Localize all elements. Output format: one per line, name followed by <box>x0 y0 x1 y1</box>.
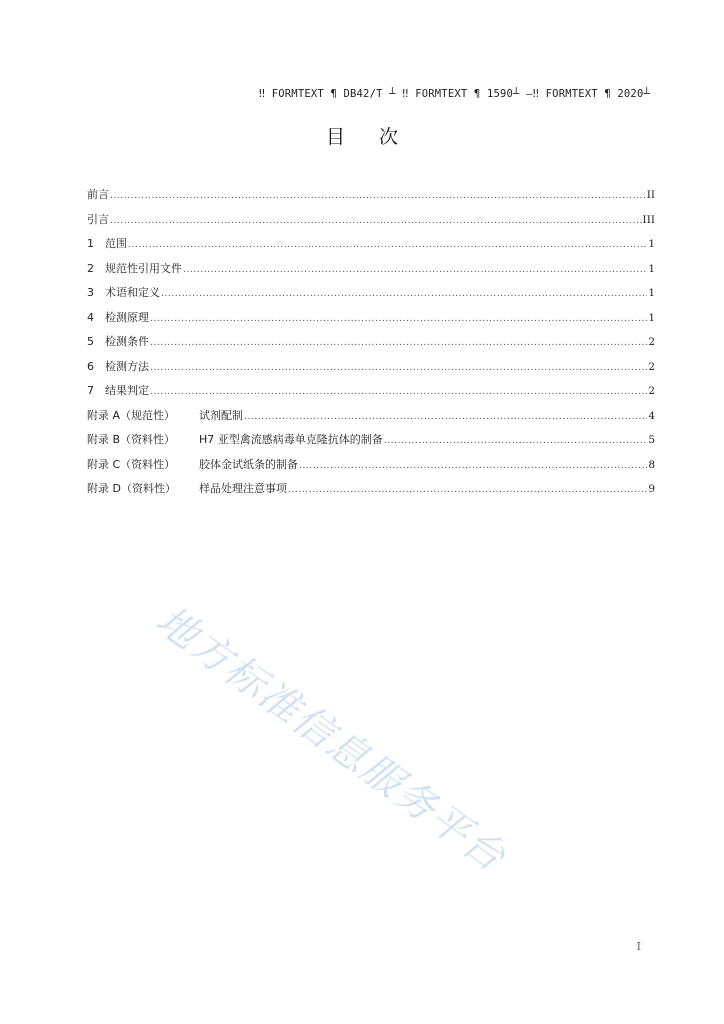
toc-dot-leader <box>288 485 647 495</box>
toc-entry-page: 1 <box>648 262 655 275</box>
toc-entry-label: 检测条件 <box>105 335 149 348</box>
toc-entry-number: 3 <box>87 286 94 299</box>
toc-entry-detection-principle[interactable] <box>87 309 655 334</box>
toc-entry-label: 试剂配制 <box>199 408 243 422</box>
toc-entry-label: 规范性引用文件 <box>105 261 182 275</box>
toc-dot-leader <box>384 436 648 446</box>
toc-entry-page: 2 <box>648 336 655 348</box>
toc-dot-leader <box>161 289 647 299</box>
toc-entry-label: 范围 <box>105 237 127 250</box>
toc-dot-leader <box>150 338 647 348</box>
toc-entry-label: 术语和定义 <box>105 286 160 299</box>
toc-dot-leader <box>183 265 647 275</box>
toc-dot-leader <box>299 461 647 471</box>
toc-entry-page: II <box>646 189 655 201</box>
toc-dot-leader <box>150 363 647 373</box>
toc-annex-designation: 附录 A（规范性） <box>87 408 176 422</box>
toc-dot-leader <box>110 216 642 226</box>
page-number: I <box>636 940 641 953</box>
watermark: 地方标准信息服务平台 <box>147 597 515 882</box>
toc-entry-page: 1 <box>648 238 655 250</box>
toc-entry-result-judgment[interactable] <box>87 382 655 407</box>
toc-annex-designation: 附录 B（资料性） <box>87 433 176 446</box>
toc-dot-leader <box>150 387 647 397</box>
toc-entry-terms-definitions[interactable] <box>87 284 655 309</box>
toc-entry-label: 胶体金试纸条的制备 <box>199 457 298 471</box>
toc-entry-label: 检测方法 <box>105 359 149 373</box>
toc-dot-leader <box>244 412 647 422</box>
toc-entry-page: 8 <box>648 458 655 471</box>
toc-entry-page: 4 <box>648 409 655 422</box>
toc-entry-detection-conditions[interactable] <box>87 333 655 358</box>
toc-entry-page: 1 <box>648 287 655 299</box>
toc-entry-scope[interactable] <box>87 235 655 260</box>
toc-entry-number: 4 <box>87 310 94 324</box>
toc-entry-page: 2 <box>648 385 655 397</box>
toc-entry-page: 2 <box>648 360 655 373</box>
toc-annex-designation: 附录 C（资料性） <box>87 457 176 471</box>
toc-entry-foreword[interactable] <box>87 186 655 211</box>
toc-entry-page: 1 <box>648 311 655 324</box>
table-of-contents <box>87 186 655 505</box>
toc-entry-annex-c[interactable] <box>87 456 655 481</box>
toc-dot-leader <box>150 314 647 324</box>
toc-entry-number: 5 <box>87 335 94 348</box>
toc-entry-page: 9 <box>648 483 655 495</box>
toc-entry-annex-a[interactable] <box>87 407 655 432</box>
toc-entry-detection-method[interactable] <box>87 358 655 383</box>
standard-code-header: ‼ FORMTEXT ¶ DB42/T ┴ ‼ FORMTEXT ¶ 1590┴ —‼ FORMTEXT ¶ 2020┴ <box>258 88 650 100</box>
toc-entry-annex-d[interactable] <box>87 480 655 505</box>
toc-entry-label: 引言 <box>87 212 109 226</box>
toc-entry-number: 1 <box>87 237 94 250</box>
toc-entry-introduction[interactable] <box>87 211 655 236</box>
toc-entry-annex-b[interactable] <box>87 431 655 456</box>
page-title: 目次 <box>325 126 432 148</box>
toc-entry-label: 结果判定 <box>105 384 149 397</box>
toc-entry-label: 检测原理 <box>105 310 149 324</box>
toc-entry-number: 7 <box>87 384 94 397</box>
toc-entry-page: III <box>642 213 655 226</box>
toc-entry-number: 6 <box>87 359 94 373</box>
toc-annex-designation: 附录 D（资料性） <box>87 482 176 495</box>
toc-entry-number: 2 <box>87 261 94 275</box>
toc-entry-label: 样品处理注意事项 <box>199 482 287 495</box>
toc-dot-leader <box>128 240 647 250</box>
toc-dot-leader <box>110 191 646 201</box>
toc-entry-label: H7 亚型禽流感病毒单克隆抗体的制备 <box>199 433 383 446</box>
toc-entry-label: 前言 <box>87 188 109 201</box>
toc-entry-normative-references[interactable] <box>87 260 655 285</box>
toc-entry-page: 5 <box>648 434 655 446</box>
